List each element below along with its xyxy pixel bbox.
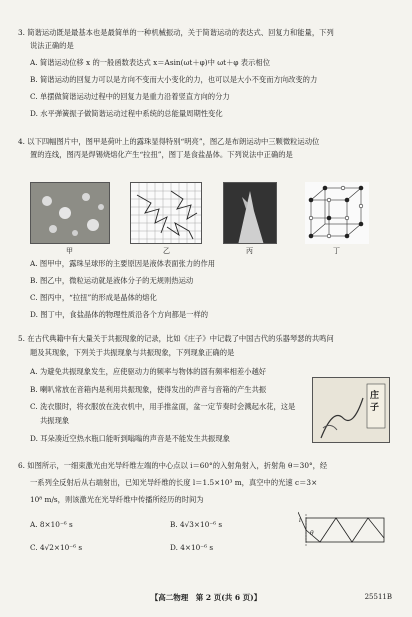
- zhuangzi-title: 庄子: [370, 391, 380, 413]
- q3-option-b: B. 简谐运动的回复力可以是方向不变而大小变化的力，也可以是大小不变而方向改变的力: [30, 75, 318, 84]
- q5-option-b: B. 喇叭常放在音箱内是利用共振现象，使得发出的声音与音箱的产生共振: [30, 385, 267, 394]
- q4-stem-line2: 置的连线，图丙是焊锡烧熔化产生“拉扭”，图丁是食盐晶体。下列说法中正确的是: [30, 150, 293, 159]
- incidence-angle-label: i: [299, 517, 301, 524]
- figure-salt-crystal: [305, 182, 369, 244]
- figure-label-ding: 丁: [333, 247, 340, 255]
- q4-option-b: B. 图乙中，微粒运动就是液体分子的无规则热运动: [30, 276, 194, 285]
- figure-solder-pull: [223, 182, 277, 244]
- page-footer: 【高二物理 第 2 页(共 6 页)】: [150, 593, 262, 602]
- q4-stem-line1: 4. 以下四幅图片中，图甲是荷叶上的露珠显得特别“明亮”，图乙是布朗运动中三颗微粒运动位: [18, 137, 320, 146]
- q5-stem-line2: 题及其现象，下列关于共振现象与共振现象，下列现象正确的是: [30, 348, 235, 357]
- q5-option-c-cont: 共振现象: [40, 416, 70, 425]
- figure-label-yi: 乙: [163, 247, 170, 255]
- figure-label-bing: 丙: [246, 247, 253, 255]
- q4-figures: [30, 182, 375, 258]
- optical-fiber-diagram: [298, 510, 388, 548]
- q6-stem-line1: 6. 如图所示，一细束激光由光导纤维左端的中心点以 i＝60°的入射角射入，折射角 θ＝30°，经: [18, 461, 328, 470]
- q5-stem-line1: 5. 在古代典籍中有大量关于共振现象的记录，比如《庄子》中记载了中国古代的乐器琴瑟的共鸣问: [18, 334, 334, 343]
- q5-option-c: C. 洗衣服时，将衣服放在洗衣机中，用手推盆面，盆一定节奏时会溅起水花，这是: [30, 402, 296, 411]
- q3-option-d: D. 水平弹簧振子做简谐运动过程中系统的总能量周期性变化: [30, 109, 223, 118]
- q6-option-c: C. 4√2×10⁻⁶ s: [30, 543, 83, 552]
- exam-code: 25511B: [364, 593, 392, 601]
- refraction-angle-label: θ: [310, 530, 314, 537]
- q3-option-a: A. 简谐运动位移 x 的一般函数表达式 x＝Asin(ωt＋φ)中 ωt＋φ 表示相位: [30, 58, 270, 67]
- q4-option-c: C. 图丙中，“拉扭”的形成是晶体的熔化: [30, 293, 157, 302]
- q4-option-a: A. 图甲中，露珠呈球形的主要原因是液体表面张力的作用: [30, 259, 216, 268]
- q6-stem-line3: 10⁸ m/s，则该激光在光导纤维中传播所经历的时间为: [30, 495, 204, 504]
- q5-option-a: A. 为避免共振现象发生，应使驱动力的频率与物体的固有频率相差小越好: [30, 367, 267, 376]
- q6-option-b: B. 4√3×10⁻⁶ s: [170, 520, 223, 529]
- q5-option-d: D. 耳朵凑近空热水瓶口能听到嗡嗡的声音是不能发生共振现象: [30, 434, 230, 443]
- figure-label-jia: 甲: [66, 247, 73, 255]
- q6-stem-line2: 一系列全反射后从右端射出，已知光导纤维的长度 l＝1.5×10³ m，真空中的光速 c＝3×: [30, 478, 318, 487]
- q6-option-a: A. 8×10⁻⁶ s: [30, 520, 73, 529]
- q3-option-c: C. 单摆做简谐运动过程中的回复力是重力沿着竖直方向的分力: [30, 92, 230, 101]
- figure-dewdrops: [30, 182, 110, 244]
- figure-brownian-motion: [130, 182, 202, 244]
- q4-option-d: D. 图丁中，食盐晶体的物理性质沿各个方向都是一样的: [30, 310, 209, 319]
- q3-stem-line1: 3. 简谐运动既是最基本也是最简单的一种机械振动，关于简谐运动的表达式、回复力和能量，下列: [18, 28, 334, 37]
- q3-stem-line2: 说法正确的是: [30, 41, 74, 50]
- q6-option-d: D. 4×10⁻⁶ s: [170, 543, 214, 552]
- zhuangzi-illustration: [312, 377, 390, 443]
